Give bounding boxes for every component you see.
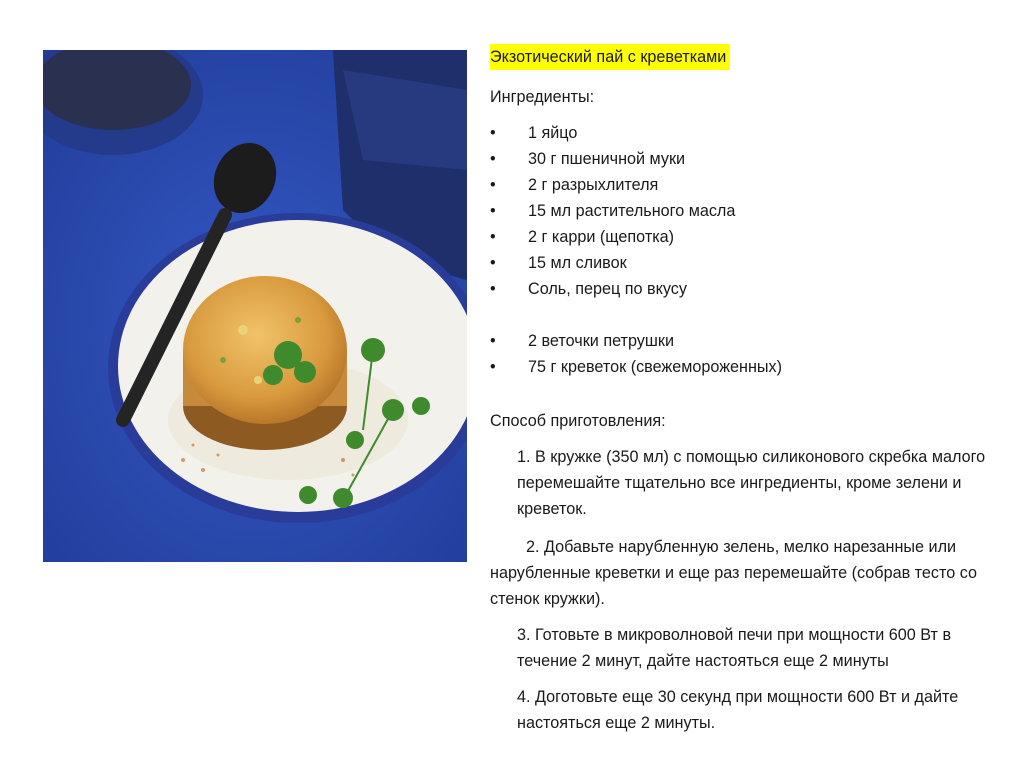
step-3: 3. Готовьте в микроволновой печи при мощности 600 Вт в течение 2 минут, дайте настояться еще 2 минуты bbox=[517, 626, 952, 670]
list-item: • 15 мл растительного масла bbox=[490, 198, 990, 224]
bullet-icon: • bbox=[490, 254, 496, 272]
list-item: • 1 яйцо bbox=[490, 120, 990, 146]
bullet-icon: • bbox=[490, 150, 496, 168]
list-item: • 2 г карри (щепотка) bbox=[490, 224, 990, 250]
dish-illustration bbox=[43, 50, 467, 562]
list-item: • Соль, перец по вкусу bbox=[490, 276, 990, 302]
pie bbox=[183, 276, 347, 450]
bullet-icon: • bbox=[490, 124, 496, 142]
list-item: • 15 мл сливок bbox=[490, 250, 990, 276]
bullet-icon: • bbox=[490, 332, 496, 350]
bullet-icon: • bbox=[490, 176, 496, 194]
list-item: • 2 веточки петрушки bbox=[490, 328, 990, 354]
list-item: • 30 г пшеничной муки bbox=[490, 146, 990, 172]
ingredients-list bbox=[490, 120, 990, 380]
step-1: 1. В кружке (350 мл) с помощью силиконового скребка малого перемешайте тщательно все ингредиенты, кроме зелени и креветок. bbox=[517, 448, 986, 518]
bullet-icon: • bbox=[490, 228, 496, 246]
list-item: • 2 г разрыхлителя bbox=[490, 172, 990, 198]
step-4: 4. Доготовьте еще 30 секунд при мощности 600 Вт и дайте настояться еще 2 минуты. bbox=[517, 688, 959, 732]
dish-photo bbox=[43, 50, 467, 562]
list-spacer bbox=[490, 302, 990, 328]
bullet-icon: • bbox=[490, 202, 496, 220]
recipe-title: Экзотический пай с креветками bbox=[490, 44, 730, 70]
list-item: • 75 г креветок (свежемороженных) bbox=[490, 354, 990, 380]
recipe-text bbox=[490, 44, 990, 736]
method-heading: Способ приготовления: bbox=[490, 412, 666, 430]
bullet-icon: • bbox=[490, 358, 496, 376]
bullet-icon: • bbox=[490, 280, 496, 298]
ingredients-heading: Ингредиенты: bbox=[490, 88, 595, 106]
step-2: 2. Добавьте нарубленную зелень, мелко нарезанные или нарубленные креветки и еще раз перемешайте (собрав тесто со стенок кружки). bbox=[490, 538, 978, 608]
